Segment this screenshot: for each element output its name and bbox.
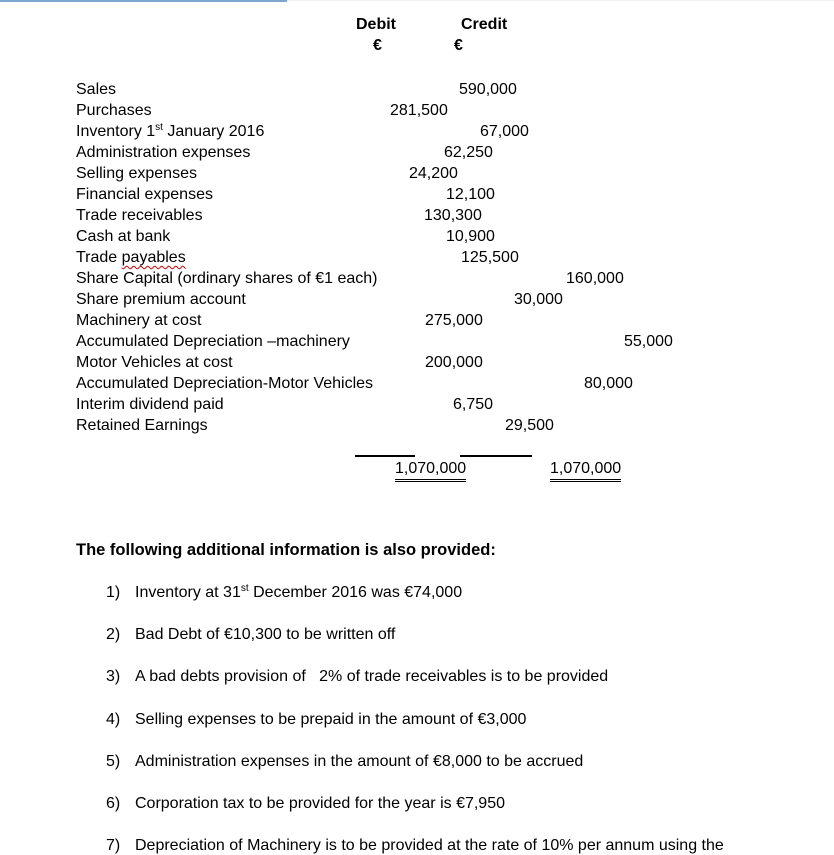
info-item-3 [106,668,608,686]
item-text: Administration expenses in the amount of €8,000 to be accrued [135,753,584,770]
row-label-admin-expenses: Administration expenses [76,144,251,161]
item-text: Depreciation of Machinery is to be provided at the rate of 10% per annum using the [135,837,724,854]
item-text: Inventory at 31 [135,584,241,601]
debit-total-rule [355,455,415,457]
row-label-retained-earnings: Retained Earnings [76,417,208,434]
row-label-share-capital: Share Capital (ordinary shares of €1 each) [76,270,378,287]
item-text: Bad Debt of €10,300 to be written off [135,626,396,643]
row-amount-trade-receivables: 130,300 [424,207,482,224]
row-amount-trade-payables: 125,500 [461,249,519,266]
row-label-sales: Sales [76,81,117,98]
item-number: 5) [106,753,121,770]
row-amount-selling-expenses: 24,200 [409,165,458,182]
row-label-inventory-opening [76,122,264,142]
item-number: 2) [106,626,121,643]
info-item-1 [106,584,462,602]
row-amount-motor-vehicles-cost: 200,000 [425,354,483,371]
row-label-trade-payables [76,248,186,268]
row-amount-machinery-cost: 275,000 [425,312,483,329]
row-label-interim-dividend: Interim dividend paid [76,396,224,413]
row-label-cash-at-bank: Cash at bank [76,228,171,245]
info-item-7 [106,837,724,855]
item-text: Corporation tax to be provided for the year is €7,950 [135,795,505,812]
row-label-selling-expenses: Selling expenses [76,165,197,182]
row-amount-admin-expenses: 62,250 [444,144,493,161]
spellcheck-underlined-word: payables [121,249,186,266]
info-item-5 [106,753,583,771]
label-part: January 2016 [162,123,265,140]
item-number: 7) [106,837,121,854]
top-accent-line [0,0,287,2]
credit-total: 1,070,000 [550,459,621,482]
row-label-acc-dep-machinery: Accumulated Depreciation –machinery [76,333,350,350]
row-amount-purchases: 281,500 [390,102,448,119]
row-amount-cash-at-bank: 10,900 [446,228,495,245]
ordinal-suffix: st [240,583,249,594]
row-amount-financial-expenses: 12,100 [446,186,495,203]
credit-total-rule [460,455,532,457]
row-amount-inventory-opening: 67,000 [480,123,529,140]
credit-currency: € [454,37,463,54]
label-part: Trade [76,249,122,266]
row-amount-retained-earnings: 29,500 [505,417,554,434]
info-item-4 [106,711,526,729]
row-amount-sales: 590,000 [459,81,517,98]
row-amount-acc-dep-machinery: 55,000 [624,333,673,350]
row-amount-share-premium: 30,000 [514,291,563,308]
item-text: A bad debts provision of 2% of trade receivables is to be provided [135,668,609,685]
item-text: December 2016 was €74,000 [248,584,463,601]
debit-header: Debit [356,16,396,33]
row-label-acc-dep-motor-vehicles: Accumulated Depreciation-Motor Vehicles [76,375,374,392]
row-amount-interim-dividend: 6,750 [453,396,494,413]
item-number: 3) [106,668,121,685]
row-label-financial-expenses: Financial expenses [76,186,213,203]
additional-info-heading: The following additional information is also provided: [76,541,496,559]
debit-total: 1,070,000 [395,459,466,482]
row-amount-acc-dep-motor-vehicles: 80,000 [584,375,633,392]
item-number: 6) [106,795,121,812]
row-label-motor-vehicles-cost: Motor Vehicles at cost [76,354,233,371]
row-label-share-premium: Share premium account [76,291,246,308]
info-item-6 [106,795,505,813]
top-divider [287,0,834,1]
debit-currency: € [373,37,382,54]
row-amount-share-capital: 160,000 [566,270,624,287]
label-part: Inventory 1 [76,123,156,140]
row-label-purchases: Purchases [76,102,152,119]
ordinal-suffix: st [155,122,163,133]
item-number: 1) [106,584,121,601]
item-text: Selling expenses to be prepaid in the amount of €3,000 [135,711,527,728]
info-item-2 [106,626,395,644]
credit-header: Credit [461,16,508,33]
row-label-trade-receivables: Trade receivables [76,207,203,224]
row-label-machinery-cost: Machinery at cost [76,312,202,329]
item-number: 4) [106,711,121,728]
